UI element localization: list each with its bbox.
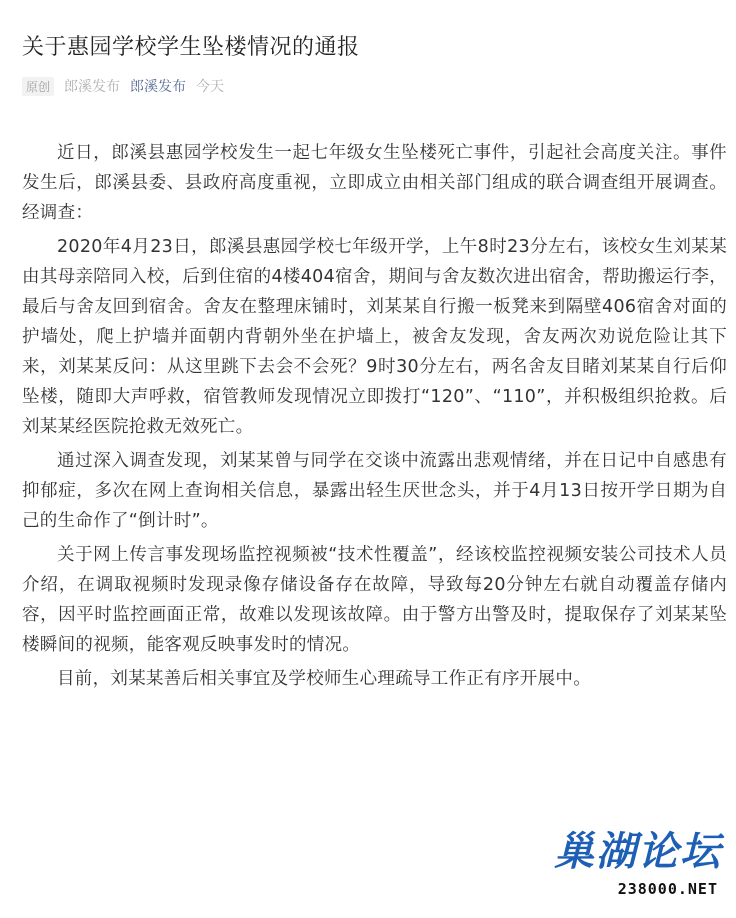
body-paragraph: 通过深入调查发现，刘某某曾与同学在交谈中流露出悲观情绪，并在日记中自感患有抑郁症，多次在网上查询相关信息，暴露出轻生厌世念头，并于4月13日按开学日期为自己的生命作了“倒计时”。: [22, 451, 727, 531]
body-paragraph: 目前，刘某某善后相关事宜及学校师生心理疏导工作正有序开展中。: [57, 669, 591, 689]
body-paragraph: 近日，郎溪县惠园学校发生一起七年级女生坠楼死亡事件，引起社会高度关注。事件发生后，郎溪县委、县政府高度重视，立即成立由相关部门组成的联合调查组开展调查。经调查：: [22, 143, 727, 223]
article-title: 关于惠园学校学生坠楼情况的通报: [22, 35, 360, 60]
forum-watermark: [522, 828, 722, 908]
body-paragraph: 2020年4月23日，郎溪县惠园学校七年级开学，上午8时23分左右，该校女生刘某某由其母亲陪同入校，后到住宿的4楼404宿舍，期间与舍友数次进出宿舍，帮助搬运行李，最后与舍友回到宿舍。舍友在整理床铺时，刘某某自行搬一板凳来到隔壁406宿舍对面的护墙处，爬上护墙并面朝内背朝外坐在护墙上，被舍友发现，舍友两次劝说危险让其下来，刘某某反问：从这里跳下去会不会死？9时30分左右，两名舍友目睹刘某某自行后仰坠楼，随即大声呼救，宿管教师发现情况立即拨打“120”、“110”，并积极组织抢救。后刘某某经医院抢救无效死亡。: [22, 237, 727, 437]
article-body: [22, 138, 727, 698]
body-paragraph: 关于网上传言事发现场监控视频被“技术性覆盖”，经该校监控视频安装公司技术人员介绍，在调取视频时发现录像存储设备存在故障，导致每20分钟左右就自动覆盖存储内容，因平时监控画面正常，故难以发现该故障。由于警方出警及时，提取保存了刘某某坠楼瞬间的视频，能客观反映事发时的情况。: [22, 545, 727, 655]
publish-time: 今天: [196, 79, 225, 95]
original-badge: 原创: [22, 77, 54, 96]
account-link[interactable]: 郎溪发布: [130, 79, 187, 95]
watermark-logo-text: 巢湖论坛: [554, 829, 722, 875]
watermark-url: 238000.NET: [617, 880, 718, 898]
author-name: 郎溪发布: [64, 79, 121, 95]
article-meta: [22, 76, 224, 96]
